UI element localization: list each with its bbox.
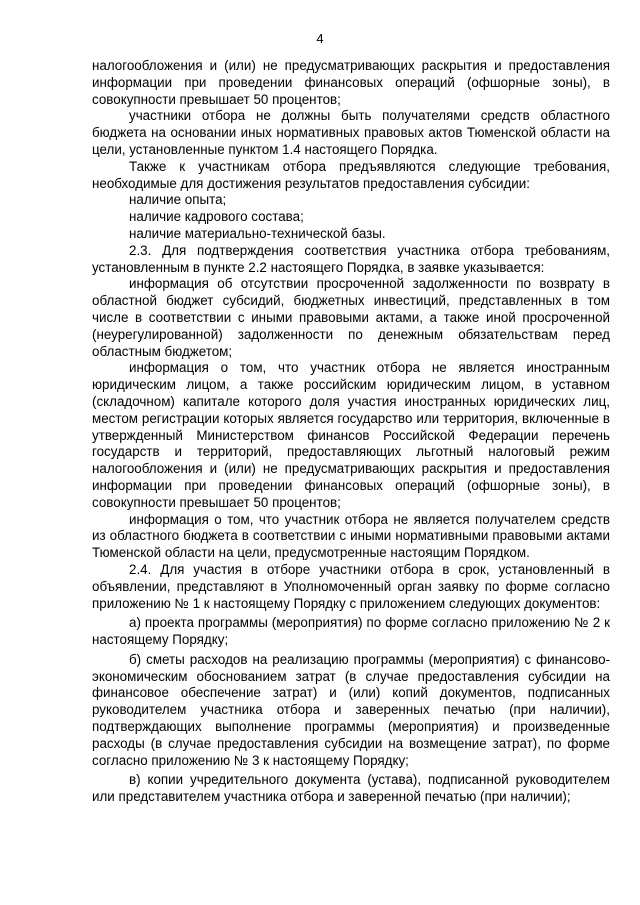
paragraph-not-budget-recipient: участники отбора не должны быть получателями средств областного бюджета на основании иных нормативных правовых актов Тюменской области на цели, установленные пунктом 1.4 настоящего Порядка. bbox=[92, 108, 610, 157]
paragraph-staff: наличие кадрового состава; bbox=[129, 209, 304, 225]
document-body bbox=[92, 58, 610, 806]
paragraph-no-overdue-debt: информация об отсутствии просроченной задолженности по возврату в областной бюджет субсидий, бюджетных инвестиций, представленных в том числе в соответствии с иными правовыми актами, а также иной просроченной (неурегулированной) задолженности по денежным обязательствам перед областным бюджетом; bbox=[92, 276, 610, 359]
list-item-b: б) сметы расходов на реализацию программы (мероприятия) с финансово-экономическим обоснованием затрат (в случае предоставления субсидии на финансовое обеспечение затрат) и (или) копий документов, подписанных руководителем участника отбора и заверенных печатью (при наличии), подтверждающих выполнение программы (мероприятия) и произведенные расходы (в случае предоставления субсидии на возмещение затрат), по форме согласно приложению № 3 к настоящему Порядку; bbox=[92, 651, 610, 768]
list-item-a: а) проекта программы (мероприятия) по форме согласно приложению № 2 к настоящему Порядку; bbox=[92, 615, 610, 648]
paragraph-material-base: наличие материально-технической базы. bbox=[129, 225, 386, 241]
paragraph-section-2-4: 2.4. Для участия в отборе участники отбора в срок, установленный в объявлении, представляют в Уполномоченный орган заявку по форме согласно приложению № 1 к настоящему Порядку с приложением следующих документов: bbox=[92, 561, 610, 611]
paragraph-additional-requirements: Также к участникам отбора предъявляются следующие требования, необходимые для достижения результатов предоставления субсидии: bbox=[92, 158, 610, 191]
paragraph-section-2-3: 2.3. Для подтверждения соответствия участника отбора требованиям, установленным в пункте 2.2 настоящего Порядка, в заявке указывается: bbox=[92, 242, 610, 275]
page-number: 4 bbox=[316, 31, 324, 46]
paragraph-experience: наличие опыта; bbox=[129, 192, 227, 208]
paragraph-offshore-continuation: налогообложения и (или) не предусматривающих раскрытия и предоставления информации при проведении финансовых операций (офшорные зоны), в совокупности превышает 50 процентов; bbox=[92, 58, 610, 107]
paragraph-not-foreign-entity: информация о том, что участник отбора не является иностранным юридическим лицом, а также российским юридическим лицом, в уставном (складочном) капитале которого доля участия иностранных юридических лиц, местом регистрации которых является государство или территория, включенные в утвержденный Министерством финансов Российской Федерации перечень государств и территорий, предоставляющих льготный налоговый режим налогообложения и (или) не предусматривающих раскрытия и предоставления информации при проведении финансовых операций (офшорные зоны), в совокупности превышает 50 процентов; bbox=[92, 360, 610, 510]
paragraph-not-other-recipient: информация о том, что участник отбора не является получателем средств из областного бюджета в соответствии с иными нормативными правовыми актами Тюменской области на цели, предусмотренные настоящим Порядком. bbox=[92, 511, 610, 561]
list-item-v: в) копии учредительного документа (устава), подписанной руководителем или представителем участника отбора и заверенной печатью (при наличии); bbox=[92, 772, 610, 805]
